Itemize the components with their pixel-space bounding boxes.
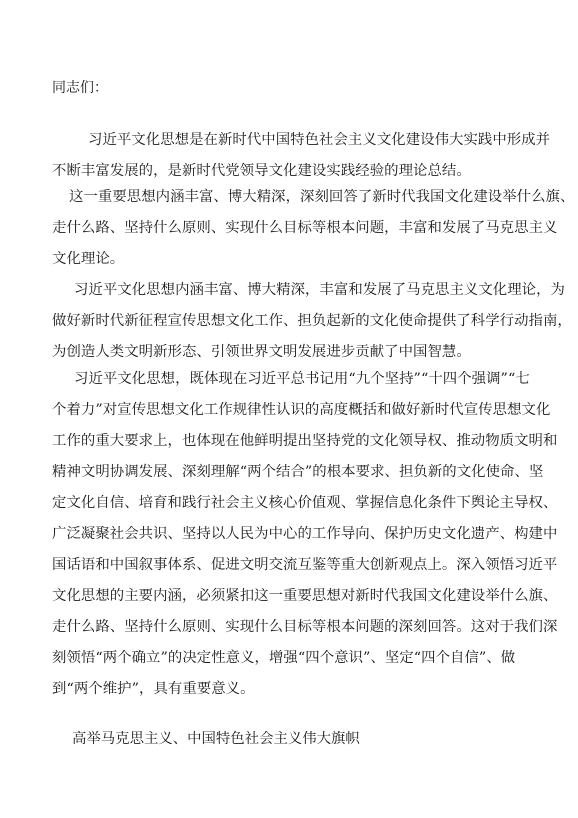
paragraph-4 xyxy=(52,364,558,705)
paragraph-line: 文化理论。 xyxy=(52,251,125,267)
paragraph-line: 习近平文化思想，既体现在习近平总书记用“九个坚持”“十四个强调”“七 xyxy=(74,371,530,387)
section-heading: 高举马克思主义、中国特色社会主义伟大旗帜 xyxy=(72,731,360,747)
paragraph-line: 到“两个维护”，具有重要意义。 xyxy=(52,681,255,697)
paragraph-line: 刻领悟“两个确立”的决定性意义，增强“四个意识”、坚定“四个自信”、做 xyxy=(52,650,516,666)
paragraph-line: 文化思想的主要内涵，必须紧扣这一重要思想对新时代我国文化建设举什么旗、 xyxy=(52,588,558,604)
paragraph-line: 精神文明协调发展、深刻理解“两个结合”的根本要求、担负新的文化使命、坚 xyxy=(52,464,544,480)
paragraph-1 xyxy=(52,125,551,187)
paragraph-line: 走什么路、坚持什么原则、实现什么目标等根本问题，丰富和发展了马克思主义 xyxy=(52,220,558,236)
paragraph-line: 为创造人类文明新形态、引领世界文明发展进步贡献了中国智慧。 xyxy=(52,344,471,360)
paragraph-line: 习近平文化思想内涵丰富、博大精深，丰富和发展了马克思主义文化理论，为 xyxy=(74,282,565,298)
paragraph-3 xyxy=(52,275,572,368)
paragraph-line: 这一重要思想内涵丰富、博大精深，深刻回答了新时代我国文化建设举什么旗、 xyxy=(69,189,575,205)
paragraph-line: 广泛凝聚社会共识、坚持以人民为中心的工作导向、保护历史文化遗产、构建中 xyxy=(52,526,558,542)
paragraph-2 xyxy=(52,182,575,275)
paragraph-line: 做好新时代新征程宣传思想文化工作、担负起新的文化使命提供了科学行动指南， xyxy=(52,313,572,329)
paragraph-line: 走什么路、坚持什么原则、实现什么目标等根本问题的深刻回答。这对于我们深 xyxy=(52,619,558,635)
paragraph-line: 工作的重大要求上，也体现在他鲜明提出坚持党的文化领导权、推动物质文明和 xyxy=(52,433,558,449)
paragraph-line: 定文化自信、培育和践行社会主义核心价值观、掌握信息化条件下舆论主导权、 xyxy=(52,495,558,511)
paragraph-line: 个着力”对宣传思想文化工作规律性认识的高度概括和做好新时代宣传思想文化 xyxy=(52,402,551,418)
paragraph-line: 国话语和中国叙事体系、促进文明交流互鉴等重大创新观点上。深入领悟习近平 xyxy=(52,557,558,573)
salutation: 同志们： xyxy=(52,80,108,96)
paragraph-line: 习近平文化思想是在新时代中国特色社会主义文化建设伟大实践中形成并 xyxy=(88,132,551,148)
paragraph-line: 不断丰富发展的，是新时代党领导文化建设实践经验的理论总结。 xyxy=(52,163,471,179)
